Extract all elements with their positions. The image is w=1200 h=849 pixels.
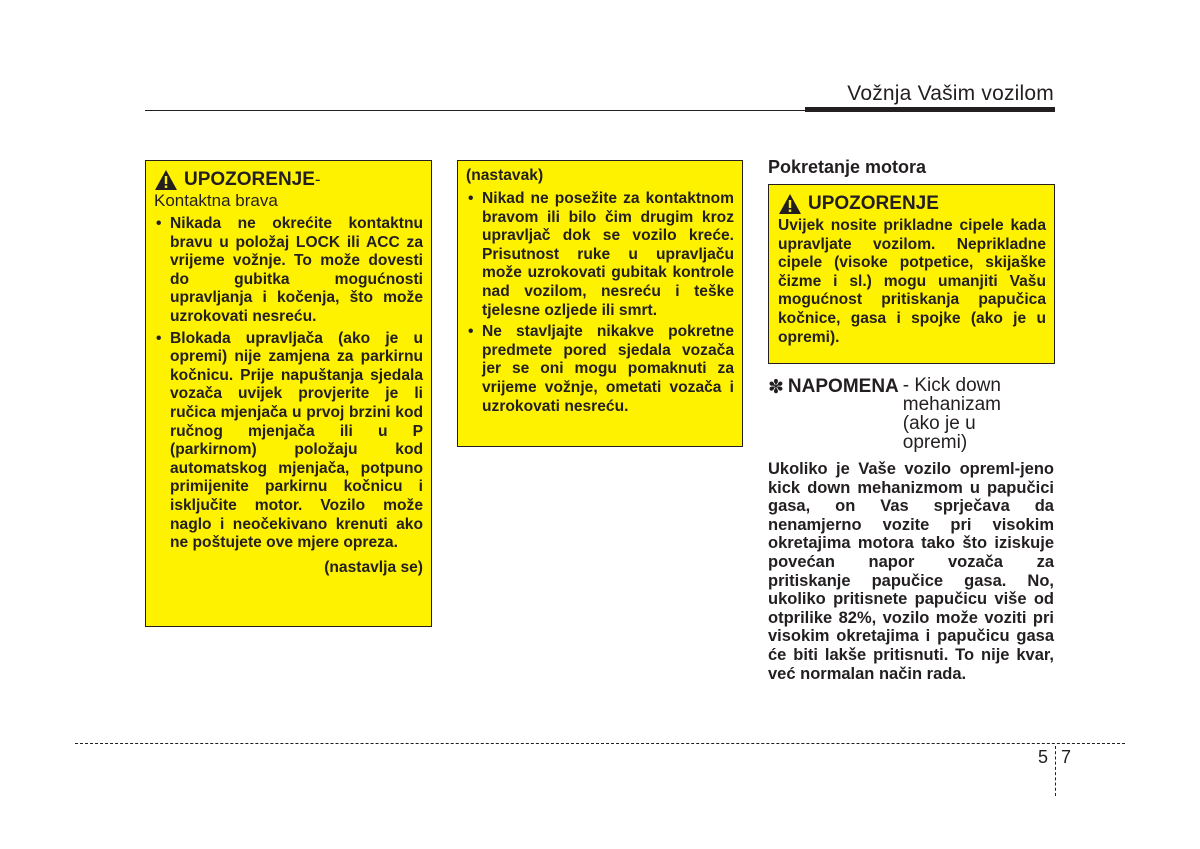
warning-box-ignition bbox=[145, 160, 432, 627]
warning-title: UPOZORENJE bbox=[808, 193, 939, 214]
page-number: 7 bbox=[1061, 747, 1072, 767]
warning-title-dash: - bbox=[314, 170, 321, 189]
page-header-title: Vožnja Vašim vozilom bbox=[847, 82, 1054, 105]
warning-heading bbox=[154, 169, 423, 191]
warning-text: Uvijek nosite prikladne cipele kada upravljate vozilom. Neprikladne cipele (visoke potpetice, skijaške čizme i sl.) mogu umanjiti Vašu mogućnost pritiskanja papučica kočnice, gasa i spojke (ako je u opremi). bbox=[778, 217, 1046, 346]
warning-triangle-icon bbox=[778, 193, 802, 215]
warning-subtitle: Kontaktna brava bbox=[154, 191, 278, 210]
header-rule-thick bbox=[805, 107, 1055, 112]
note-heading bbox=[768, 376, 1021, 452]
continued-from-label: (nastavak) bbox=[466, 167, 544, 184]
footer-vertical-divider bbox=[1055, 746, 1056, 796]
warning-box-continued bbox=[457, 160, 743, 447]
list-item: • Blokada upravljača (ako je u opremi) nije zamjena za parkirnu kočnicu. Prije napuštanja sjedala vozača uvijek provjerite je li ručica mjenjača u prvoj brzini kod ručnog mjenjača ili u P (parkirnom) položaju kod automatskog mjenjača, potpuno primijenite parkirnu kočnicu i isključite motor. Vozilo može naglo i neočekivano krenuti ako ne poštujete ove mjere opreza. bbox=[154, 330, 423, 553]
warning-heading bbox=[778, 193, 1046, 215]
list-item: • Ne stavljajte nikakve pokretne predmete pored sjedala vozača jer se oni mogu pomaknuti za vrijeme vožnje, ometati vozača i uzrokovati nesreću. bbox=[466, 323, 734, 416]
continued-note: (nastavlja se) bbox=[324, 558, 423, 576]
asterisk-icon: ✽ bbox=[768, 377, 784, 398]
warning-bullet-list bbox=[466, 190, 734, 416]
note-subtitle: - Kick down mehanizam (ako je u opremi) bbox=[902, 375, 1001, 453]
footer-divider bbox=[75, 743, 1125, 744]
list-item: • Nikada ne okrećite kontaktnu bravu u položaj LOCK ili ACC za vrijeme vožnje. To može dovesti do gubitka mogućnosti upravljanja i kočenja, što može uzrokovati nesreću. bbox=[154, 215, 423, 327]
chapter-number: 5 bbox=[1038, 747, 1049, 767]
note-body-text: Ukoliko je Vaše vozilo opreml-jeno kick down mehanizmom u papučici gasa, on Vas sprječava da nenamjerno vozite pri visokim okretajima motora tako što iziskuje povećan napor vozača za pritiskanje papučice gasa. No, ukoliko pritisnete papučicu više od otprilike 82%, vozilo može voziti pri visokim okretajima i papučicu gasa će biti lakše pritisnuti. To nije kvar, već normalan način rada. bbox=[768, 460, 1054, 683]
warning-title: UPOZORENJE bbox=[184, 169, 315, 190]
section-title: Pokretanje motora bbox=[768, 157, 927, 177]
list-item: • Nikad ne posežite za kontaktnom bravom ili bilo čim drugim kroz upravljač dok se vozilo kreće. Prisutnost ruke u upravljaču može uzrokovati gubitak kontrole nad vozilom, nesreću i teške tjelesne ozljede ili smrt. bbox=[466, 190, 734, 320]
note-label: NAPOMENA bbox=[787, 376, 899, 397]
warning-box-shoes bbox=[768, 184, 1055, 364]
header-rule-thin bbox=[145, 110, 805, 111]
warning-bullet-list bbox=[154, 215, 423, 553]
warning-triangle-icon bbox=[154, 169, 178, 191]
